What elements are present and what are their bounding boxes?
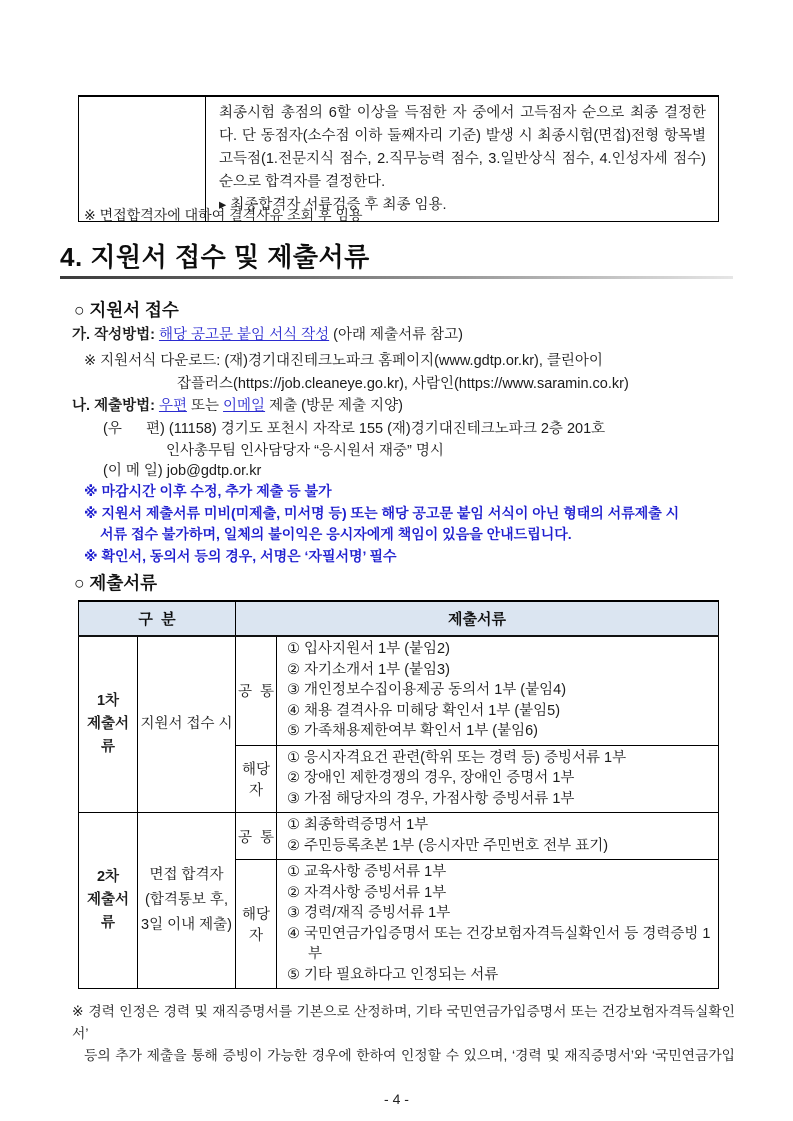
doc-item: ① 입사지원서 1부 (붙임2): [287, 641, 450, 657]
write-method-label: 가. 작성방법:: [72, 327, 159, 343]
doc-item: ① 교육사항 증빙서류 1부: [287, 864, 447, 880]
final-selection-empty-cell: [79, 97, 206, 221]
stage-2-line1: 2차: [96, 869, 120, 885]
common-label-cell-1: 공 통: [236, 636, 277, 745]
write-method-suffix: (아래 제출서류 참고): [329, 327, 463, 343]
doc-item: ③ 가점 해당자의 경우, 가점사항 증빙서류 1부: [287, 790, 575, 807]
criteria-line-3: 고득점(1.전문지식 점수, 2.직무능력 점수, 3.일반상식 점수, 4.인성자세 점수): [219, 151, 706, 167]
doc-item: ③ 개인정보수집이용제공 동의서 1부 (붙임4): [287, 682, 567, 698]
final-appointment-line: ▸ 최종합격자 서류검증 후 최종 임용.: [219, 197, 447, 213]
doc-item: ② 장애인 제한경쟁의 경우, 장애인 증명서 1부: [287, 770, 575, 786]
stage-1-cell: [79, 636, 138, 813]
stage-1-line1: 1차: [96, 693, 120, 709]
career-footnote: [72, 1001, 735, 1067]
eligible-items-cell-2: [277, 860, 719, 989]
when-2-cell: [138, 813, 236, 989]
section-title-rule: [60, 276, 733, 279]
final-selection-criteria-cell: [206, 97, 718, 221]
write-method-line: [72, 323, 463, 344]
doc-item: ① 응시자격요건 관련(학위 또는 경력 등) 증빙서류 1부: [287, 749, 627, 766]
doc-item: ② 주민등록초본 1부 (응시자만 주민번호 전부 표기): [287, 837, 609, 854]
stage-2-line2: 제출서류: [86, 892, 130, 931]
doc-item: ③ 경력/재직 증빙서류 1부: [287, 905, 451, 921]
submit-method-line: [72, 394, 403, 415]
email-link[interactable]: 이메일: [223, 398, 266, 414]
doc-item: ⑤ 기타 필요하다고 인정되는 서류: [287, 966, 499, 983]
when-1-cell: 지원서 접수 시: [138, 636, 236, 813]
missing-docs-warning-line1: ※ 지원서 제출서류 미비(미제출, 미서명 등) 또는 해당 공고문 붙임 서식이 아닌 형태의 서류제출 시: [84, 505, 680, 521]
attached-form-link[interactable]: 해당 공고문 붙임 서식 작성: [158, 327, 330, 343]
documents-heading: ○ 제출서류: [74, 573, 158, 593]
doc-item: ④ 국민연금가입증명서 또는 건강보험자격득실확인서 등 경력증빙 1부: [287, 925, 711, 962]
doc-item: ⑤ 가족채용제한여부 확인서 1부 (붙임6): [287, 723, 539, 739]
documents-table: [78, 600, 719, 989]
download-note-line1: ※ 지원서식 다운로드: (재)경기대진테크노파크 홈페이지(www.gdtp.or.kr), 클린아이: [84, 353, 603, 369]
criteria-line-1: 최종시험 총점의 6할 이상을 득점한 자 중에서 고득점자 순으로 최종 결정한: [219, 105, 706, 121]
postal-address-line2: 인사총무팀 인사담당자 “응시원서 재중” 명시: [166, 443, 444, 459]
postal-address-line1: (우 편) (11158) 경기도 포천시 자작로 155 (재)경기대진테크노파크 2층 201호: [103, 421, 606, 437]
when-2-line1: 면접 합격자: [149, 867, 224, 883]
criteria-line-2: 다. 단 동점자(소수점 이하 둘째자리 기준) 발생 시 최종시험(면접)전형 항목별: [219, 128, 706, 144]
section-4-title: 4. 지원서 접수 및 제출서류: [60, 242, 370, 272]
deadline-warning: ※ 마감시간 이후 수정, 추가 제출 등 불가: [84, 483, 332, 499]
submit-method-label: 나. 제출방법:: [72, 398, 159, 414]
disqualification-note: ※ 면접합격자에 대하여 결격사유 조회 후 임용: [84, 207, 363, 223]
common-items-cell-2: [277, 813, 719, 860]
stage-2-cell: [79, 813, 138, 989]
eligible-label-cell-1: 해당자: [236, 745, 277, 813]
page-number: - 4 -: [384, 1091, 409, 1107]
when-2-line2: (합격통보 후,: [145, 892, 228, 908]
criteria-line-4: 순으로 합격자를 결정한다.: [219, 174, 386, 190]
final-selection-table: [78, 95, 719, 222]
career-footnote-line1: ※ 경력 인정은 경력 및 재직증명서를 기본으로 산정하며, 기타 국민연금가입증명서 또는 건강보험자격득실확인서’: [72, 1004, 735, 1041]
doc-item: ④ 채용 결격사유 미해당 확인서 1부 (붙임5): [287, 702, 561, 719]
signature-warning: ※ 확인서, 동의서 등의 경우, 서명은 ‘자필서명’ 필수: [84, 548, 397, 564]
doc-item: ② 자격사항 증빙서류 1부: [287, 884, 447, 901]
doc-item: ② 자기소개서 1부 (붙임3): [287, 661, 450, 678]
download-note-line2: 잡플러스(https://job.cleaneye.go.kr), 사람인(https://www.saramin.co.kr): [177, 376, 629, 392]
common-label-cell-2: 공 통: [236, 813, 277, 860]
submit-method-suffix: 제출 (방문 제출 지양): [265, 398, 403, 414]
stage-1-line2: 제출서류: [86, 716, 130, 755]
missing-docs-warning-line2: 서류 접수 불가하며, 일체의 불이익은 응시자에게 책임이 있음을 안내드립니다.: [100, 526, 572, 542]
submit-or-text: 또는: [186, 398, 224, 414]
table-header-category: 구 분: [79, 601, 236, 636]
career-footnote-line2: 등의 추가 제출을 통해 증빙이 가능한 경우에 한하여 인정할 수 있으며, ‘경력 및 재직증명서’와 ‘국민연금가입: [84, 1048, 735, 1063]
eligible-label-cell-2: 해당자: [236, 860, 277, 989]
table-header-documents: 제출서류: [236, 601, 719, 636]
common-items-cell-1: [277, 636, 719, 745]
doc-item: ① 최종학력증명서 1부: [287, 817, 429, 833]
eligible-items-cell-1: [277, 745, 719, 813]
email-address-line: (이 메 일) job@gdtp.or.kr: [103, 463, 262, 479]
postal-link[interactable]: 우편: [158, 398, 187, 414]
application-heading: ○ 지원서 접수: [74, 300, 179, 320]
when-2-line3: 3일 이내 제출): [141, 917, 232, 933]
